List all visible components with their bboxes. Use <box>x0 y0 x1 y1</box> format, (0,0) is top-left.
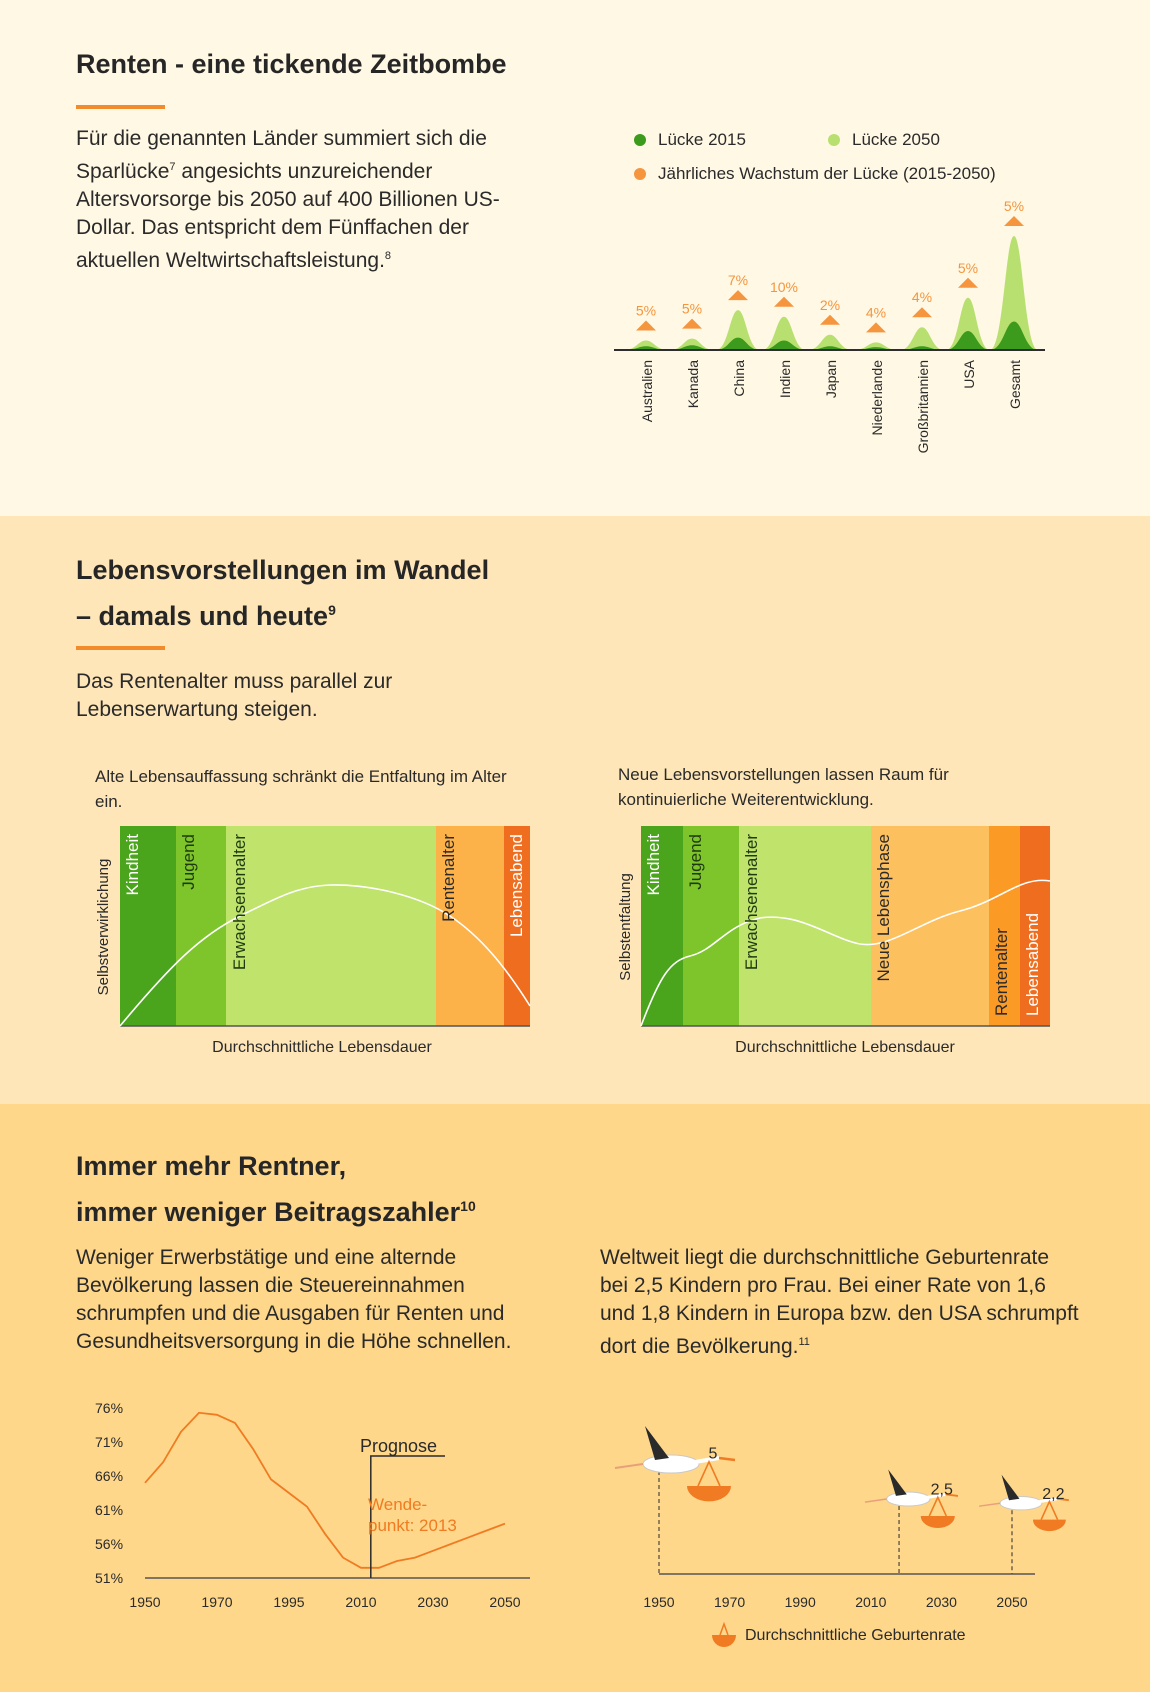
legend-label: Lücke 2050 <box>852 130 940 149</box>
growth-label: 10% <box>769 278 799 295</box>
category-label: Großbritannien <box>915 360 931 454</box>
area-gap-2050 <box>614 236 1045 350</box>
basket-icon <box>921 1516 955 1528</box>
y-tick-label: 51% <box>95 1570 124 1586</box>
x-tick-label: 1970 <box>201 1594 233 1610</box>
section3-text-left: Weniger Erwerbstätige und eine alternde Bevölkerung lassen die Steuereinnahmen schrumpfen und die Ausgaben für Renten und Gesundheitsversorgung in die Höhe schnellen. <box>76 1246 512 1353</box>
growth-marker-icon <box>728 290 748 300</box>
new-life-chart <box>0 516 1150 1104</box>
phase-label: Kindheit <box>644 834 663 896</box>
phase-label: Rentenalter <box>992 928 1011 1016</box>
x-axis-label: Durchschnittliche Lebensdauer <box>735 1039 955 1056</box>
x-tick-label: 2010 <box>345 1594 377 1610</box>
category-label: Gesamt <box>1007 360 1023 410</box>
growth-label: 5% <box>1003 198 1025 214</box>
title-line: immer weniger Beitragszahler <box>76 1197 461 1227</box>
new-caption: Neue Lebensvorstellungen lassen Raum für kontinuierliche Weiterentwicklung. <box>618 765 949 809</box>
old-caption: Alte Lebensauffassung schränkt die Entfaltung im Alter ein. <box>95 767 507 811</box>
growth-label: 2% <box>819 296 841 313</box>
phase-label: Erwachsenenalter <box>230 834 249 971</box>
basket-icon <box>687 1486 731 1501</box>
birth-legend-label: Durchschnittliche Geburtenrate <box>745 1627 966 1644</box>
footnote-ref: 9 <box>328 602 336 618</box>
y-tick-label: 71% <box>95 1434 124 1450</box>
section-life-concepts <box>0 516 1150 1104</box>
y-tick-label: 66% <box>95 1468 124 1484</box>
stork-legs-icon <box>615 1464 643 1468</box>
category-label: Kanada <box>685 360 701 409</box>
x-tick-label: 1995 <box>273 1594 305 1610</box>
footnote-ref: 10 <box>460 1198 476 1214</box>
basket-handle-icon <box>698 1462 720 1486</box>
growth-marker-icon <box>912 307 932 317</box>
category-label: China <box>731 360 747 397</box>
stork-icon <box>1000 1496 1042 1509</box>
category-label: Indien <box>777 360 793 399</box>
growth-marker-icon <box>820 315 840 325</box>
phase-label: Lebensabend <box>1023 912 1042 1016</box>
stork-wing-icon <box>645 1426 669 1460</box>
title-line: Immer mehr Rentner, <box>76 1151 347 1181</box>
stork-beak-icon <box>719 1458 735 1460</box>
legend-label: Lücke 2015 <box>658 130 746 149</box>
legend-label: Jährliches Wachstum der Lücke (2015-2050) <box>658 164 996 183</box>
growth-label: 7% <box>727 272 749 289</box>
footnote-ref: 8 <box>384 250 392 262</box>
x-tick-label: 2030 <box>417 1594 449 1610</box>
phase-label: Kindheit <box>123 834 142 896</box>
stork-legs-icon <box>979 1503 1000 1506</box>
x-tick-label: 1970 <box>714 1594 746 1610</box>
prognose-label: Prognose <box>360 1436 438 1456</box>
section1-title: Renten - eine tickende Zeitbombe <box>76 49 507 79</box>
x-tick-label: 2030 <box>925 1594 957 1610</box>
growth-marker-icon <box>636 321 656 331</box>
text-part: angesichts unzureichender Altersvorsorge bis 2050 auf 400 Billionen US-Dollar. Das entspricht dem Fünffachen der aktuellen Weltwirtschaftsleistung. <box>76 160 500 272</box>
growth-marker-icon <box>958 278 978 288</box>
phase-label: Jugend <box>686 834 705 890</box>
phase-label: Lebensabend <box>507 834 526 938</box>
wendepunkt-label: punkt: 2013 <box>368 1516 457 1535</box>
stork-legs-icon <box>865 1499 887 1502</box>
growth-label: 4% <box>911 289 933 306</box>
footnote-ref: 7 <box>169 161 176 173</box>
y-axis-label: Selbstentfaltung <box>617 873 634 981</box>
x-tick-label: 1950 <box>643 1594 675 1610</box>
y-axis-label: Selbstverwirklichung <box>95 858 112 996</box>
section2-text: Das Rentenalter muss parallel zur Lebenserwartung steigen. <box>76 670 393 721</box>
phase-label: Neue Lebensphase <box>874 834 893 982</box>
category-label: Japan <box>823 360 839 399</box>
wendepunkt-label: Wende- <box>368 1495 428 1514</box>
growth-label: 5% <box>681 300 703 317</box>
y-tick-label: 76% <box>95 1400 124 1416</box>
phase-label: Rentenalter <box>439 834 458 922</box>
section-pensioners <box>0 1104 1150 1692</box>
text-part: Weltweit liegt die durchschnittliche Geburtenrate bei 2,5 Kindern pro Frau. Bei einer Rate von 1,6 und 1,8 Kindern in Europa bzw. den USA schrumpft dort die Bevölkerung. <box>600 1246 1079 1358</box>
phase-label: Erwachsenenalter <box>742 834 761 971</box>
growth-label: 5% <box>957 259 979 276</box>
rate-label: 2,5 <box>930 1481 953 1499</box>
text-part: Für die genannten Länder summiert sich die Sparlücke <box>76 127 487 183</box>
growth-marker-icon <box>682 319 702 329</box>
basket-icon <box>1033 1520 1066 1532</box>
stork-icon <box>643 1455 699 1473</box>
rate-label: 5 <box>708 1445 718 1463</box>
growth-label: 4% <box>865 304 887 321</box>
basket-icon <box>712 1635 736 1647</box>
stork-icon <box>887 1492 930 1506</box>
x-tick-label: 2050 <box>996 1594 1028 1610</box>
basket-handle-icon <box>929 1497 946 1516</box>
x-tick-label: 1950 <box>129 1594 161 1610</box>
category-label: Australien <box>639 360 655 423</box>
section-pension-gap <box>0 0 1150 516</box>
phase-label: Jugend <box>179 834 198 890</box>
rate-label: 2,2 <box>1042 1486 1065 1504</box>
basket-handle-icon <box>720 1624 728 1635</box>
birth-rate-chart <box>0 1104 1150 1692</box>
footnote-ref: 11 <box>798 1336 810 1348</box>
growth-marker-icon <box>866 322 886 332</box>
growth-marker-icon <box>1004 216 1024 226</box>
growth-label: 5% <box>635 302 657 319</box>
category-label: USA <box>961 360 977 389</box>
category-label: Niederlande <box>869 360 885 436</box>
y-tick-label: 61% <box>95 1502 124 1518</box>
growth-marker-icon <box>774 297 794 307</box>
x-tick-label: 2010 <box>855 1594 887 1610</box>
y-tick-label: 56% <box>95 1536 124 1552</box>
stork-wing-icon <box>888 1470 907 1496</box>
basket-handle-icon <box>1041 1502 1057 1520</box>
x-tick-label: 1990 <box>784 1594 816 1610</box>
title-line: – damals und heute <box>76 601 329 631</box>
x-axis-label: Durchschnittliche Lebensdauer <box>212 1039 432 1056</box>
birth-legend <box>712 1624 966 1647</box>
savings-gap-chart <box>0 0 1150 516</box>
title-line: Lebensvorstellungen im Wandel <box>76 555 490 585</box>
stork-wing-icon <box>1002 1475 1020 1500</box>
x-tick-label: 2050 <box>489 1594 521 1610</box>
